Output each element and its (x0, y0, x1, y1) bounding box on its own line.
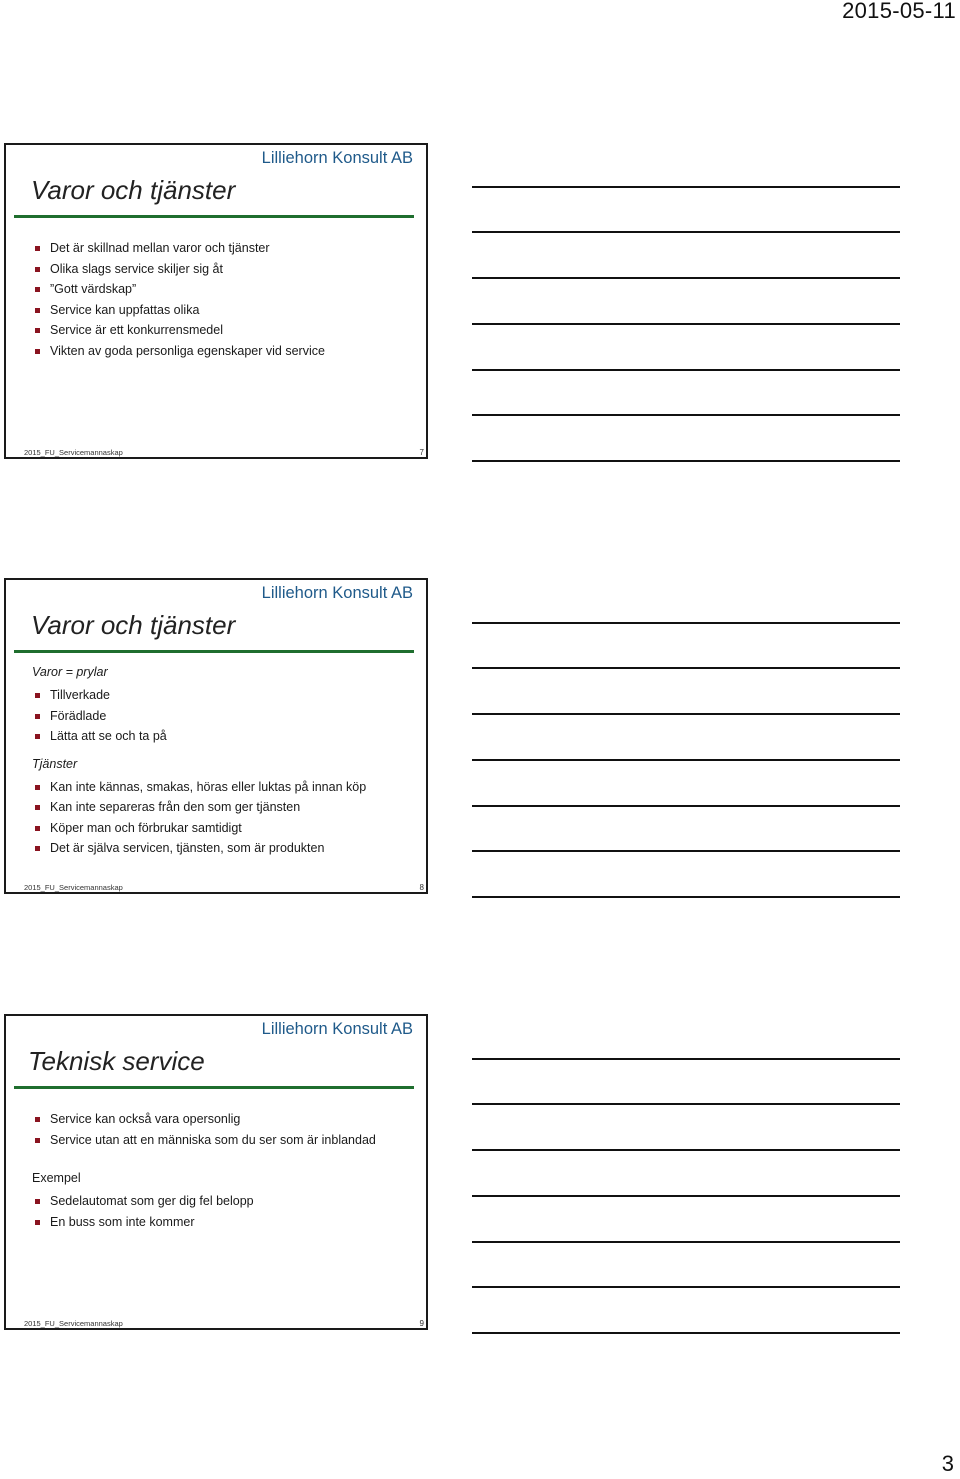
note-line (472, 1195, 900, 1197)
bullet-icon (35, 267, 40, 272)
slide-7 (4, 143, 428, 459)
title-rule (14, 650, 414, 653)
note-line (472, 1332, 900, 1334)
list-item: Köper man och förbrukar samtidigt (32, 818, 418, 839)
list-item: ”Gott värdskap” (32, 279, 418, 300)
slide-number: 7 (419, 448, 424, 457)
note-line (472, 1241, 900, 1243)
slide-number: 9 (419, 1319, 424, 1328)
bullet-icon (35, 328, 40, 333)
note-line (472, 186, 900, 188)
bullet-list (32, 685, 418, 747)
note-line (472, 369, 900, 371)
note-line (472, 850, 900, 852)
slide-footer: 2015_FU_Servicemannaskap (24, 883, 123, 892)
note-line (472, 759, 900, 761)
bullet-icon (35, 734, 40, 739)
slide-title: Varor och tjänster (31, 175, 236, 205)
note-line (472, 805, 900, 807)
bullet-icon (35, 246, 40, 251)
bullet-icon (35, 1138, 40, 1143)
bullet-icon (35, 805, 40, 810)
bullet-icon (35, 693, 40, 698)
bullet-list (32, 238, 418, 361)
slide-8 (4, 578, 428, 894)
bullet-icon (35, 1199, 40, 1204)
list-item: Tillverkade (32, 685, 418, 706)
bullet-icon (35, 846, 40, 851)
slide-footer: 2015_FU_Servicemannaskap (24, 1319, 123, 1328)
title-rule (14, 215, 414, 218)
note-line (472, 460, 900, 462)
note-line (472, 1149, 900, 1151)
slide-company: Lilliehorn Konsult AB (261, 149, 413, 167)
slide-body (32, 664, 418, 859)
list-item: Lätta att se och ta på (32, 726, 418, 747)
list-item: Service kan uppfattas olika (32, 300, 418, 321)
bullet-icon (35, 308, 40, 313)
section-heading: Varor = prylar (32, 665, 108, 679)
bullet-list (32, 1109, 418, 1150)
list-item: Service utan att en människa som du ser som är inblandad (32, 1130, 418, 1151)
bullet-icon (35, 826, 40, 831)
list-item: Förädlade (32, 706, 418, 727)
note-line (472, 667, 900, 669)
title-rule (14, 1086, 414, 1089)
slide-company: Lilliehorn Konsult AB (261, 584, 413, 602)
list-item: Det är skillnad mellan varor och tjänster (32, 238, 418, 259)
slide-footer: 2015_FU_Servicemannaskap (24, 448, 123, 457)
note-line (472, 1103, 900, 1105)
note-line (472, 231, 900, 233)
bullet-icon (35, 714, 40, 719)
section-heading: Exempel (32, 1171, 81, 1185)
slide-title: Varor och tjänster (31, 610, 236, 640)
note-line (472, 277, 900, 279)
list-item: Kan inte kännas, smakas, höras eller luktas på innan köp (32, 777, 418, 798)
note-line (472, 622, 900, 624)
note-line (472, 323, 900, 325)
note-line (472, 414, 900, 416)
page-date: 2015-05-11 (842, 0, 956, 23)
list-item: Service kan också vara opersonlig (32, 1109, 418, 1130)
note-line (472, 1286, 900, 1288)
list-item: En buss som inte kommer (32, 1212, 418, 1233)
slide-number: 8 (419, 883, 424, 892)
bullet-icon (35, 287, 40, 292)
bullet-icon (35, 1220, 40, 1225)
list-item: Kan inte separeras från den som ger tjänsten (32, 797, 418, 818)
slide-title: Teknisk service (28, 1046, 205, 1076)
note-line (472, 713, 900, 715)
slide-body (32, 238, 418, 361)
list-item: Service är ett konkurrensmedel (32, 320, 418, 341)
slide-9 (4, 1014, 428, 1330)
bullet-list (32, 1191, 418, 1232)
page-number: 3 (941, 1451, 954, 1476)
list-item: Det är själva servicen, tjänsten, som är produkten (32, 838, 418, 859)
bullet-list (32, 777, 418, 859)
list-item: Sedelautomat som ger dig fel belopp (32, 1191, 418, 1212)
list-item: Vikten av goda personliga egenskaper vid service (32, 341, 418, 362)
note-line (472, 896, 900, 898)
note-line (472, 1058, 900, 1060)
slide-company: Lilliehorn Konsult AB (261, 1020, 413, 1038)
bullet-icon (35, 1117, 40, 1122)
list-item: Olika slags service skiljer sig åt (32, 259, 418, 280)
section-heading: Tjänster (32, 756, 78, 771)
bullet-icon (35, 349, 40, 354)
bullet-icon (35, 785, 40, 790)
slide-body (32, 1109, 418, 1232)
